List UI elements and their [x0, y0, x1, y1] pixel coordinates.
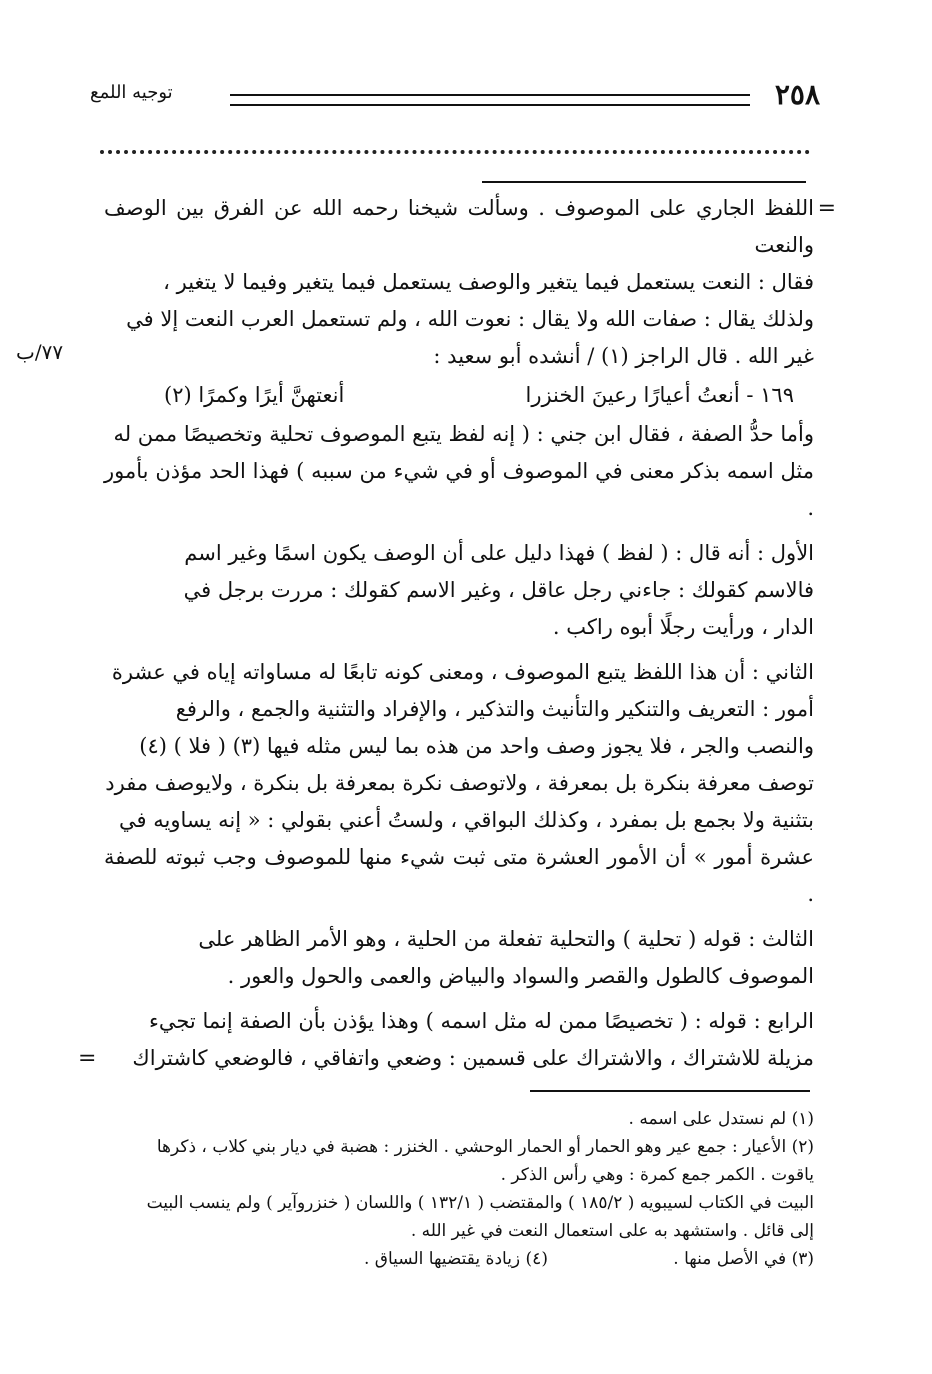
text-line: الأول : أنه قال : ( لفظ ) فهذا دليل على أن الوصف يكون اسمًا وغير اسم — [184, 541, 814, 565]
text-line: غير الله . قال الراجز (١) / أنشده أبو سعيد : — [433, 344, 814, 368]
verse-second-hemistich: أنعتهنَّ أيرًا وكمرًا (٢) — [164, 383, 345, 407]
verse-first-hemistich: ١٦٩ - أنعتُ أعيارًا رعينَ الخنزرا — [525, 383, 794, 407]
text-line: فالاسم كقولك : جاءني رجل عاقل ، وغير الاسم كقولك : مررت برجل في — [183, 578, 814, 602]
text-line: توصف معرفة بنكرة بل بمعرفة ، ولاتوصف نكرة بمعرفة بل بنكرة ، ولايوصف مفرد — [105, 771, 814, 795]
footnote-1: (١) لم نستدل على اسمه . — [628, 1109, 814, 1129]
footnote-2-line: ياقوت . الكمر جمع كمرة : وهي رأس الذكر . — [500, 1165, 814, 1185]
main-text — [78, 190, 836, 1077]
text-line: وأما حدُّ الصفة ، فقال ابن جني : ( إنه لفظ يتبع الموصوف تحلية وتخصيصًا ممن له — [113, 422, 814, 446]
text-line: الموصوف كالطول والقصر والسواد والبياض والعمى والحول والعور . — [227, 964, 814, 988]
header-double-rule — [230, 94, 750, 106]
manuscript-folio-note: ٧٧/ب — [16, 340, 64, 364]
footnote-rule — [530, 1090, 810, 1092]
text-line: بتثنية ولا بجمع بل بمفرد ، وكذلك البواقي ، ولستُ أعني بقولي : « إنه يساويه في — [119, 808, 814, 832]
continuation-mark-end: = — [78, 1046, 97, 1071]
footnote-3: (٣) في الأصل منها . — [673, 1249, 814, 1269]
poetry-verse — [104, 377, 814, 414]
footnote-2-line: إلى قائل . واستشهد به على استعمال النعت في غير الله . — [410, 1221, 814, 1241]
text-line: الدار ، ورأيت رجلًا أبوه راكب . — [552, 615, 814, 639]
footnote-2-line: (٢) الأعيار : جمع عير وهو الحمار أو الحمار الوحشي . الخنزر : هضبة في ديار بني كلاب ، ذكرها — [156, 1137, 814, 1157]
separator-rule — [482, 181, 806, 183]
text-line: عشرة أمور » أن الأمور العشرة متى ثبت شيء منها للموصوف وجب ثبوته للصفة . — [104, 845, 814, 906]
text-line: أمور : التعريف والتنكير والتأنيث والتذكير ، والإفراد والتثنية والجمع ، والرفع — [175, 697, 814, 721]
text-line — [104, 190, 836, 264]
text-line — [78, 1040, 814, 1077]
text-line: الثالث : قوله ( تحلية ) والتحلية تفعلة من الحلية ، وهو الأمر الظاهر على — [198, 927, 814, 951]
text-line: مثل اسمه بذكر معنى في الموصوف أو في شيء من سببه ) فهذا الحد مؤذن بأمور . — [104, 459, 814, 520]
text-line: الثاني : أن هذا اللفظ يتبع الموصوف ، ومعنى كونه تابعًا له مساواته إياه في عشرة — [111, 660, 814, 684]
footnote-2-line: البيت في الكتاب لسيبويه ( ١٨٥/٢ ) والمقتضب ( ١٣٢/١ ) واللسان ( خنزروآير ) ولم ينسب البيت — [146, 1193, 814, 1213]
text-line: الرابع : قوله : ( تخصيصًا ممن له مثل اسمه ) وهذا يؤذن بأن الصفة إنما تجيء — [149, 1009, 814, 1033]
dotted-separator — [100, 150, 810, 164]
line-last: مزيلة للاشتراك ، والاشتراك على قسمين : وضعي واتفاقي ، فالوضعي كاشتراك — [132, 1046, 814, 1070]
running-header — [90, 78, 820, 118]
footnotes — [104, 1105, 814, 1273]
page-number: ٢٥٨ — [774, 78, 820, 111]
text-line: والنصب والجر ، فلا يجوز وصف واحد من هذه بما ليس مثله فيها (٣) ( فلا ) (٤) — [139, 734, 814, 758]
continuation-mark-start: = — [817, 196, 836, 221]
line-1: اللفظ الجاري على الموصوف . وسألت شيخنا رحمه الله عن الفرق بين الوصف والنعت — [104, 196, 814, 257]
book-title: توجيه اللمع — [90, 82, 173, 103]
footnote-4: (٤) زيادة يقتضيها السياق . — [364, 1249, 548, 1269]
text-line: فقال : النعت يستعمل فيما يتغير والوصف يستعمل فيما يتغير وفيما لا يتغير ، — [163, 270, 814, 294]
footnote-row — [104, 1245, 814, 1273]
text-line: ولذلك يقال : صفات الله ولا يقال : نعوت الله ، ولم تستعمل العرب النعت إلا في — [126, 307, 814, 331]
